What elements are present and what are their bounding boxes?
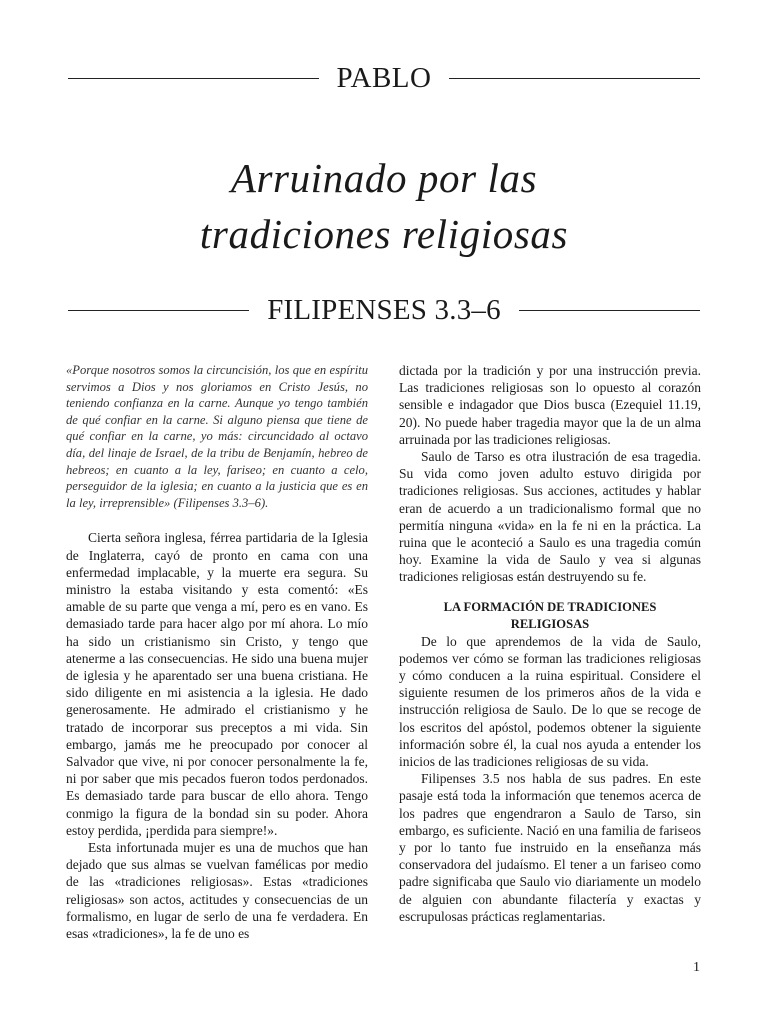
epigraph-quote: «Porque nosotros somos la circuncisión, los que en espíritu servimos a Dios y nos gloriamos en Cristo Jesús, no teniendo confianza en la carne. Aunque yo tengo también de qué confiar en la carne. Si alguno piensa que tiene de qué confiar en la carne, yo más: circuncidado al octavo día, del linaje de Israel, de la tribu de Benjamín, hebreo de hebreos; en cuanto a la ley, fariseo; en cuanto a celo, perseguidor de la iglesia; en cuanto a la justicia que es en la ley, irreprensible» (Filipenses 3.3–6). xyxy=(66,363,368,510)
header-rule-right xyxy=(449,78,700,79)
reference-rule-right xyxy=(519,310,700,311)
continued-paragraph: dictada por la tradición y por una instrucción previa. Las tradiciones religiosas son lo opuesto al corazón sensible e indagador que Dios busca (Ezequiel 11.19, 20). No puede haber tragedia mayor que la de un alma arruinada por las tradiciones religiosas. xyxy=(399,363,701,447)
section-header xyxy=(68,64,700,93)
reference-rule-left xyxy=(68,310,249,311)
scripture-reference: FILIPENSES 3.3–6 xyxy=(267,294,501,326)
body-paragraph: Filipenses 3.5 nos habla de sus padres. En este pasaje está toda la información que tenemos acerca de los padres que engendraron a Saulo de Tarso, sin embargo, es suficiente. Nació en una familia de fariseos y por lo tanto fue instruido en la enseñanza más conservadora del judaísmo. El tener a un fariseo como padre significaba que Saulo vio diariamente un modelo de alguien con abundante filactería y exactas y escrupulosas prácticas reglamentarias. xyxy=(399,771,701,924)
body-paragraph: Esta infortunada mujer es una de muchos que han dejado que sus almas se vuelvan famélicas por medio de las «tradiciones religiosas». Estas «tradiciones religiosas» son actos, actitudes y consecuencias de un formalismo, en lugar de serlo de una fe verdadera. En esas «tradiciones», la fe de uno es xyxy=(66,840,368,942)
body-paragraph: Cierta señora inglesa, férrea partidaria de la Iglesia de Inglaterra, cayó de pronto en cama con una enfermedad implacable, y la muerte era segura. Su ministro la estaba visitando y esta comentó: «Es amable de su parte que venga a mí, pero es en vano. Es demasiado tarde para hacer algo por mí ahora. Lo mío ha sido un cristianismo sin Cristo, y tengo que atenerme a las consecuencias. He sido una buena mujer de iglesia y he aparentado ser una buena cristiana. He sido diligente en mi asistencia a la iglesia. He dado generosamente. He admirado el cristianismo y he tratado de incorporar sus preceptos a mi vida. Sin embargo, jamás me he preocupado por conocer al Salvador que vive, ni por conocer personalmente la fe, ni por saber que mis pecados fueron todos perdonados. Es demasiado tarde para buscar de ello ahora. Tengo conmigo la figura de la bondad sin su poder. Ahora estoy perdida, ¡perdida para siempre!». xyxy=(66,530,368,838)
subheading-line-1: LA FORMACIÓN DE TRADICIONES xyxy=(443,599,657,614)
chapter-title-line-2: tradiciones religiosas xyxy=(199,211,569,257)
page-number: 1 xyxy=(693,960,700,975)
subheading xyxy=(399,599,701,633)
right-column xyxy=(399,362,701,925)
subheading-line-2: RELIGIOSAS xyxy=(510,616,590,631)
left-column xyxy=(66,362,368,942)
scripture-reference-heading xyxy=(68,296,700,325)
chapter-title xyxy=(68,150,700,262)
section-header-label: PABLO xyxy=(336,62,432,94)
chapter-title-line-1: Arruinado por las xyxy=(230,155,538,201)
header-rule-left xyxy=(68,78,319,79)
body-paragraph: De lo que aprendemos de la vida de Saulo, podemos ver cómo se forman las tradiciones religiosas y cómo conducen a la ruina espiritual. Considere el siguiente resumen de los primeros años de la vida e instrucción religiosa de Saulo. De lo que se recoge de los escritos del apóstol, podemos obtener la siguiente información sobre él, la cual nos ayuda a entender los inicios de las tradiciones religiosas de su vida. xyxy=(399,633,701,770)
body-paragraph: Saulo de Tarso es otra ilustración de esa tragedia. Su vida como joven adulto estuvo dirigida por tradiciones religiosas. Sus acciones, actitudes y hablar eran de acuerdo a un tradicionalismo formal que no permitía ninguna «vida» en la fe ni en la práctica. La ruina que le aconteció a Saulo es una tragedia común hoy. Examine la vida de Saulo y vea si algunas tradiciones religiosas están destruyendo su fe. xyxy=(399,449,701,585)
